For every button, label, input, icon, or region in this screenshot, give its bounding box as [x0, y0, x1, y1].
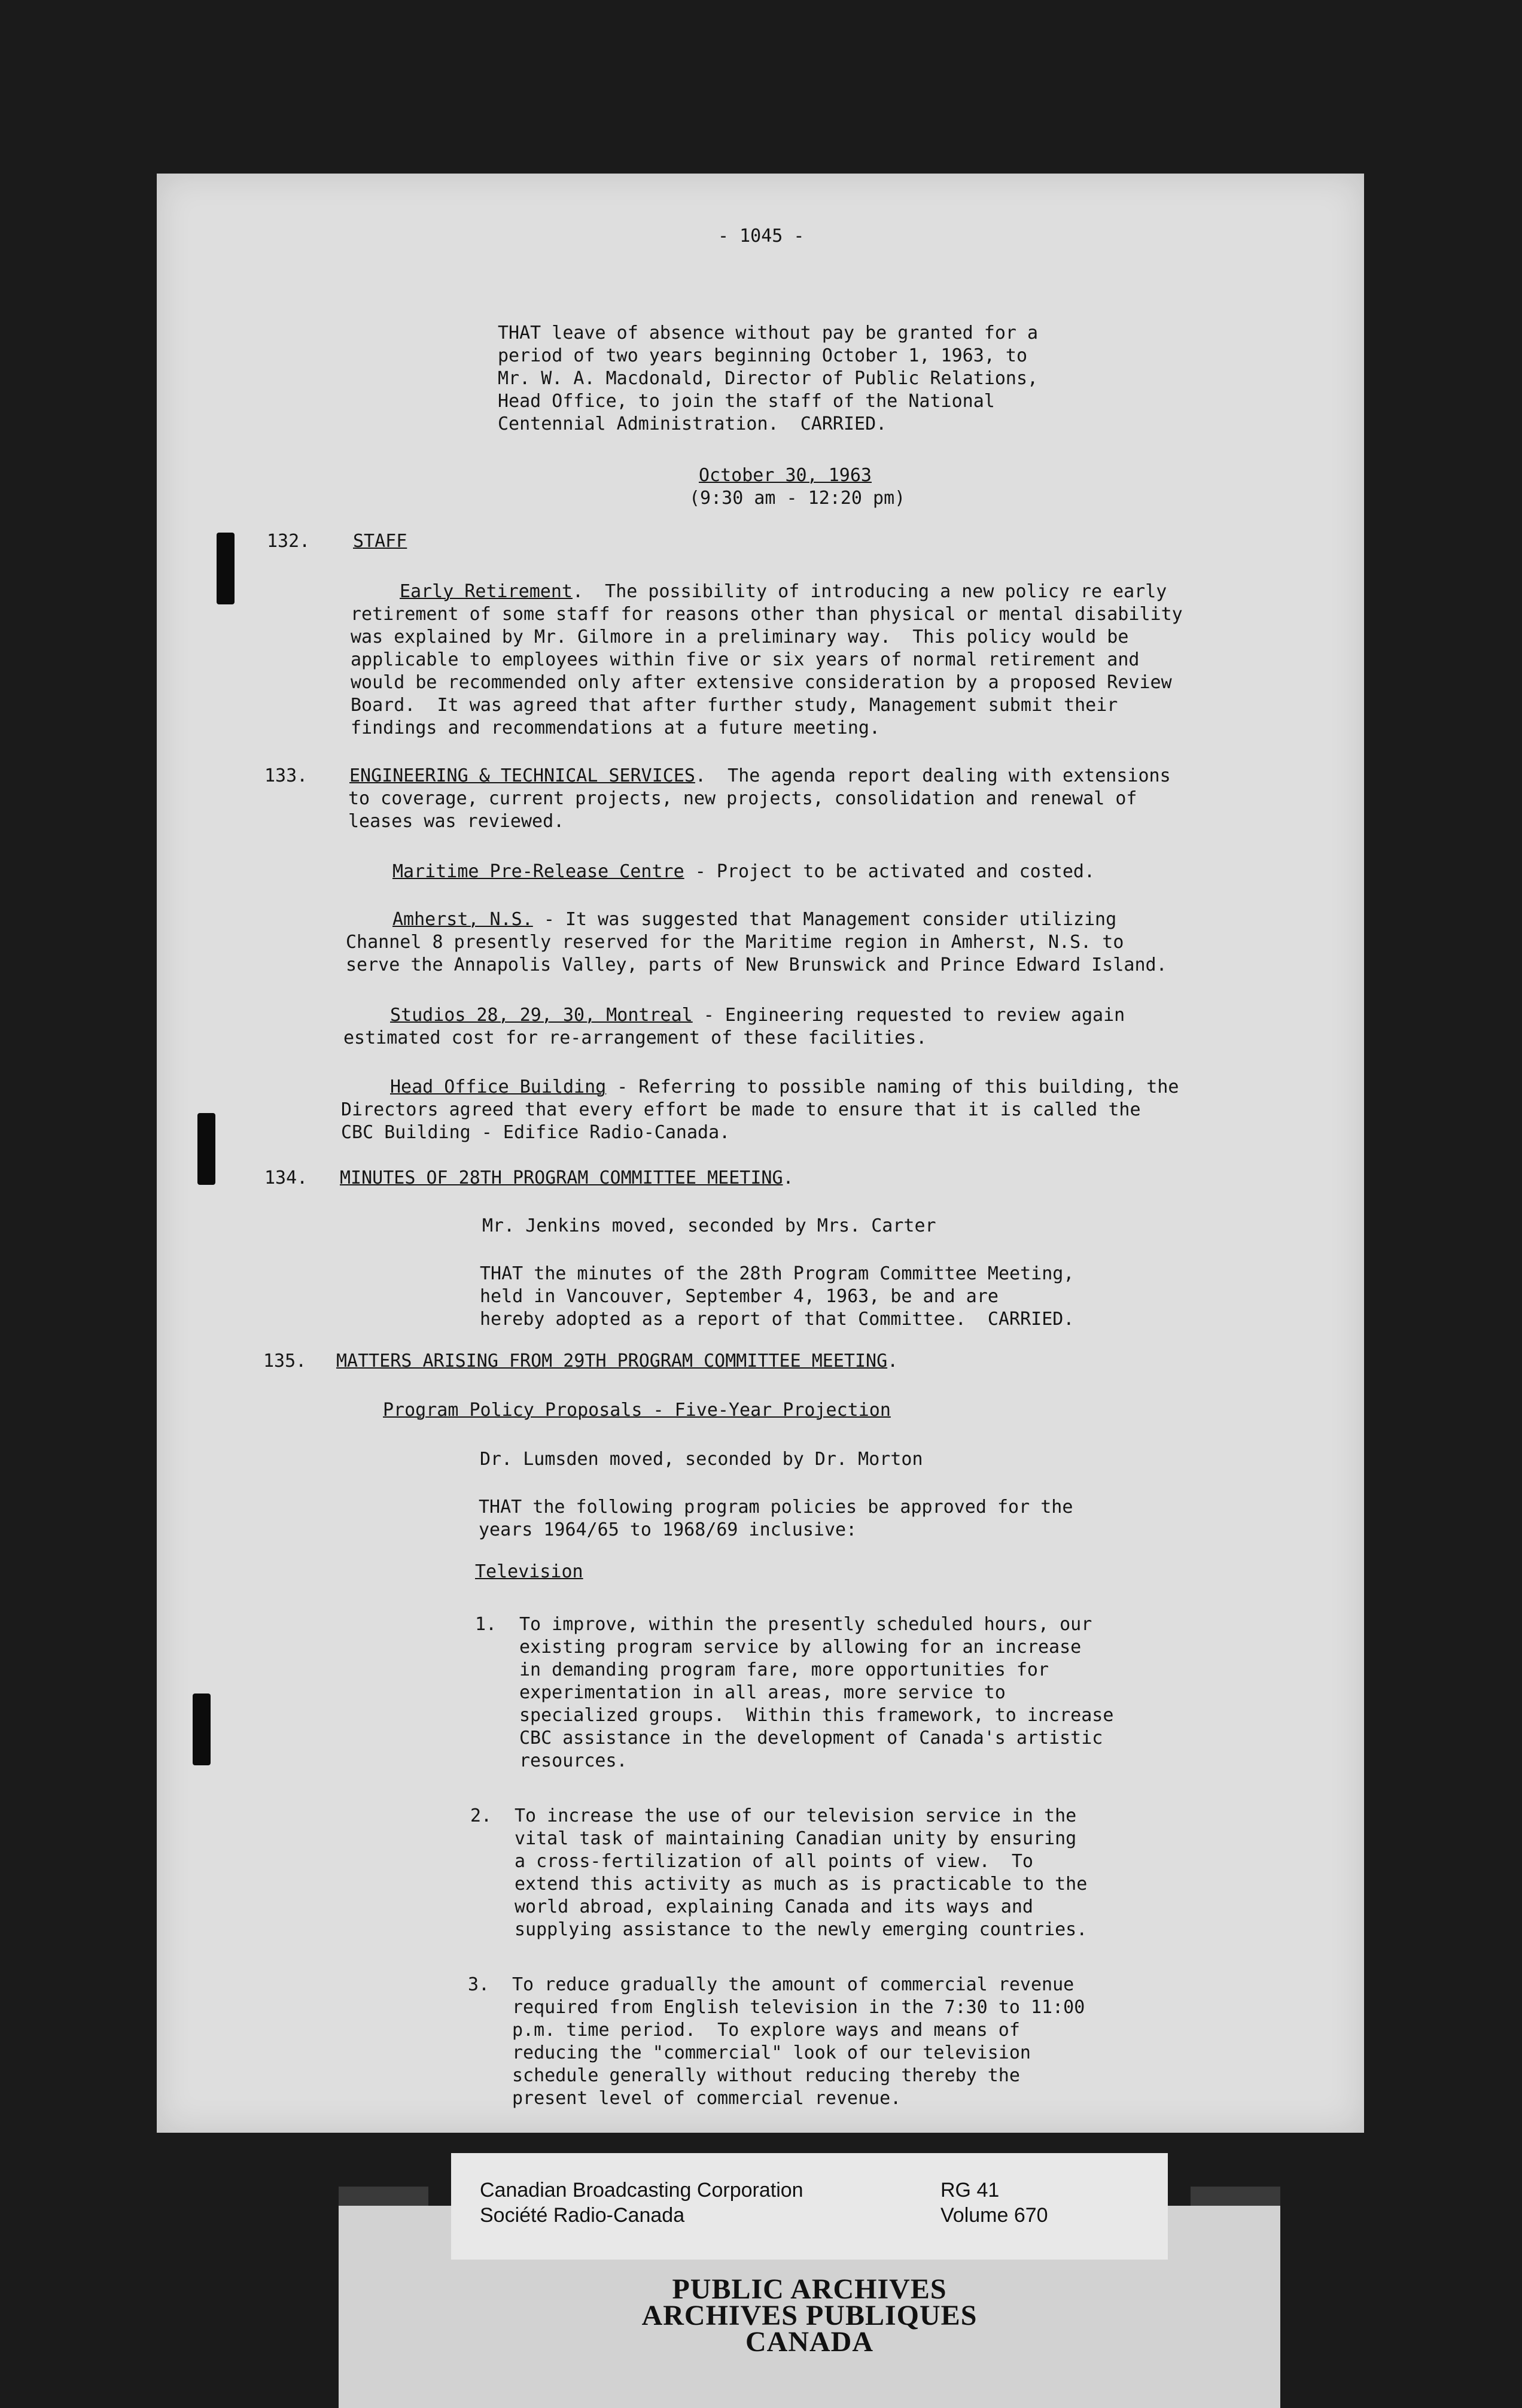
label-volume: Volume 670 [940, 2204, 1048, 2227]
meeting-time: (9:30 am - 12:20 pm) [689, 488, 906, 509]
lumsden-motion: Dr. Lumsden moved, seconded by Dr. Morton [480, 1449, 923, 1470]
punch-hole [193, 1693, 211, 1765]
amherst-body: Channel 8 presently reserved for the Maritime region in Amherst, N.S. to serve the Annapolis Valley, parts of New Brunswick and Prince Edward Island. [346, 932, 1167, 975]
engineering-title: ENGINEERING & TECHNICAL SERVICES [349, 765, 695, 786]
policy-item: To improve, within the presently scheduled hours, our existing program service by allowing for an increase in demanding program fare, more opportunities for experimentation in all areas, more service to specialized groups. Within this framework, to increase CBC assistance in the development of Canada's artistic resources. [519, 1614, 1114, 1771]
head-office-body: Directors agreed that every effort be made to ensure that it is called the CBC Building - Edifice Radio-Canada. [341, 1099, 1141, 1143]
stamp-line-archives-publiques: ARCHIVES PUBLIQUES [641, 2300, 978, 2331]
television-heading: Television [475, 1561, 583, 1582]
amherst-lead: - It was suggested that Management consider utilizing [532, 909, 1117, 930]
policy-number: 2. [470, 1805, 492, 1826]
minutes-28th-title: MINUTES OF 28TH PROGRAM COMMITTEE MEETING [340, 1167, 783, 1188]
amherst-first-line [392, 908, 1116, 931]
engineering-body: to coverage, current projects, new projects, consolidation and renewal of leases was reviewed. [348, 788, 1137, 832]
policy-resolution: THAT the following program policies be approved for the years 1964/65 to 1968/69 inclusive: [479, 1497, 1073, 1540]
engineering-first-line [349, 765, 1171, 788]
policy-number: 1. [475, 1614, 497, 1635]
studios-lead: - Engineering requested to review again [692, 1005, 1125, 1026]
early-retirement-heading: Early Retirement [400, 581, 573, 602]
studios-body: estimated cost for re-arrangement of these facilities. [343, 1027, 927, 1048]
punch-hole [197, 1113, 215, 1185]
policy-item: To increase the use of our television service in the vital task of maintaining Canadian unity by ensuring a cross-fertilization of all points of view. To extend this activity as much as is practicable to the world abroad, explaining Canada and its ways and supplying assistance to the newly emerging countries. [515, 1805, 1088, 1940]
item-number-132: 132. [267, 531, 311, 552]
item-number-133: 133. [264, 765, 308, 786]
item-135-title-line [336, 1350, 898, 1373]
program-policy-subheading: Program Policy Proposals - Five-Year Projection [383, 1400, 891, 1421]
punch-hole [217, 533, 235, 604]
head-office-heading: Head Office Building [390, 1077, 607, 1097]
document-page [157, 174, 1364, 2133]
maritime-heading: Maritime Pre-Release Centre [392, 861, 684, 882]
minutes-resolution: THAT the minutes of the 28th Program Committee Meeting, held in Vancouver, September 4, 1963, be and are hereby adopted as a report of that Committee. CARRIED. [480, 1263, 1074, 1330]
label-record-group: RG 41 [940, 2179, 1000, 2202]
label-org-fr: Société Radio-Canada [480, 2204, 685, 2227]
archive-label-card [451, 2153, 1168, 2260]
amherst-heading: Amherst, N.S. [392, 909, 533, 930]
matters-arising-title: MATTERS ARISING FROM 29TH PROGRAM COMMITTEE MEETING [336, 1351, 888, 1372]
stamp-line-public-archives: PUBLIC ARCHIVES [672, 2273, 947, 2305]
policy-number: 3. [468, 1974, 490, 1995]
studios-first-line [390, 1004, 1125, 1027]
head-office-first-line [390, 1076, 1179, 1099]
title-period: . [887, 1351, 899, 1372]
engineering-lead: . The agenda report dealing with extensions [695, 765, 1171, 786]
maritime-text: - Project to be activated and costed. [684, 861, 1095, 882]
meeting-date: October 30, 1963 [699, 465, 872, 486]
page-number: - 1045 - [718, 226, 805, 247]
intro-resolution: THAT leave of absence without pay be granted for a period of two years beginning October 1, 1963, to Mr. W. A. Macdonald, Director of Public Relations, Head Office, to join the staff of the National Centennial Administration. CARRIED. [498, 323, 1039, 434]
studios-heading: Studios 28, 29, 30, Montreal [390, 1005, 693, 1026]
early-retirement-body: retirement of some staff for reasons other than physical or mental disability was explained by Mr. Gilmore in a preliminary way. This policy would be applicable to employees within five or six years of normal retirement and would be recommended only after extensive consideration by a proposed Review Board. It was agreed that after further study, Management submit their findings and recommendations at a future meeting. [351, 604, 1183, 738]
item-number-135: 135. [263, 1351, 307, 1372]
item-134-title-line [340, 1167, 794, 1190]
jenkins-motion: Mr. Jenkins moved, seconded by Mrs. Carter [482, 1215, 936, 1236]
title-period: . [783, 1167, 794, 1188]
maritime-line [392, 861, 1095, 883]
item-number-134: 134. [264, 1167, 308, 1188]
item-title-staff: STAFF [353, 531, 407, 552]
early-retirement-first-line [400, 580, 1167, 603]
early-retirement-lead: . The possibility of introducing a new policy re early [572, 581, 1167, 602]
policy-item: To reduce gradually the amount of commercial revenue required from English television in the 7:30 to 11:00 p.m. time period. To explore ways and means of reducing the "commercial" look of our television schedule generally without reducing thereby the present level of commercial revenue. [512, 1974, 1085, 2109]
label-org-en: Canadian Broadcasting Corporation [480, 2179, 803, 2202]
head-office-lead: - Referring to possible naming of this building, the [606, 1077, 1179, 1097]
stamp-line-canada: CANADA [745, 2326, 873, 2358]
